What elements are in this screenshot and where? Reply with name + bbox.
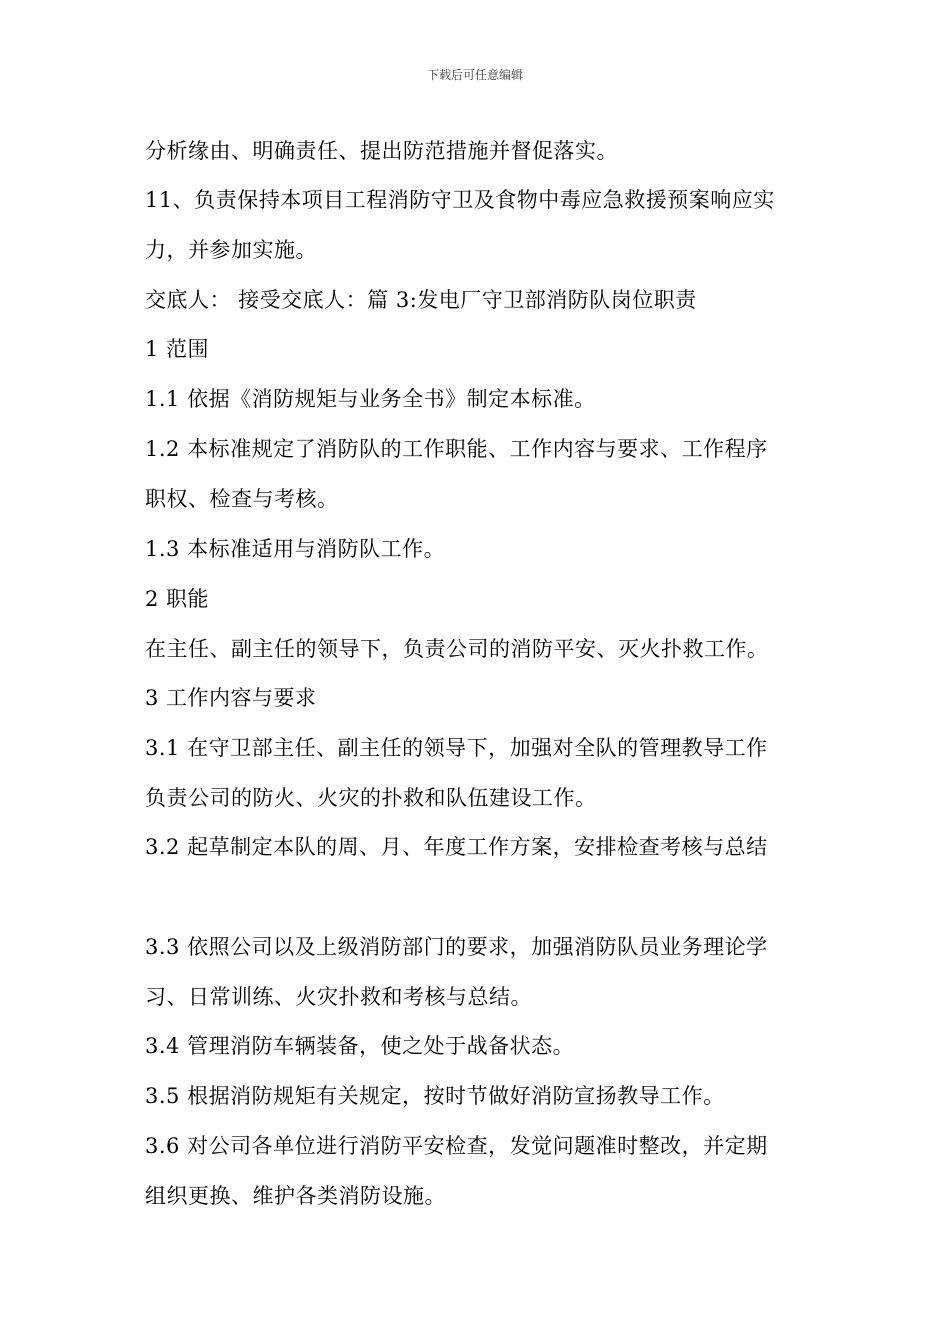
paragraph-line: 3.4 管理消防车辆装备，使之处于战备状态。: [145, 1034, 575, 1058]
paragraph-line: 1.2 本标准规定了消防队的工作职能、工作内容与要求、工作程序: [145, 437, 768, 461]
paragraph-line: 11、负责保持本项目工程消防守卫及食物中毒应急救援预案响应实: [145, 188, 775, 212]
paragraph-line: 交底人： 接受交底人：篇 3:发电厂守卫部消防队岗位职责: [145, 288, 697, 312]
paragraph-line: 3.5 根据消防规矩有关规定，按时节做好消防宣扬教导工作。: [145, 1084, 725, 1108]
section-heading: 3 工作内容与要求: [145, 686, 317, 710]
paragraph-line: 习、日常训练、火灾扑救和考核与总结。: [145, 985, 532, 1009]
paragraph-line: 分析缘由、明确责任、提出防范措施并督促落实。: [145, 139, 618, 163]
section-heading: 1 范围: [145, 337, 210, 361]
paragraph-line: 3.3 依照公司以及上级消防部门的要求，加强消防队员业务理论学: [145, 935, 768, 959]
paragraph-line: 职权、检查与考核。: [145, 487, 339, 511]
paragraph-line: 3.2 起草制定本队的周、月、年度工作方案，安排检查考核与总结: [145, 835, 768, 859]
paragraph-line: 组织更换、维护各类消防设施。: [145, 1184, 446, 1208]
paragraph-line: 1.1 依据《消防规矩与业务全书》制定本标准。: [145, 387, 596, 411]
paragraph-line: 1.3 本标准适用与消防队工作。: [145, 537, 446, 561]
section-heading: 2 职能: [145, 587, 210, 611]
paragraph-line: 3.6 对公司各单位进行消防平安检查，发觉问题准时整改，并定期: [145, 1134, 768, 1158]
paragraph-line: 3.1 在守卫部主任、副主任的领导下，加强对全队的管理教导工作: [145, 736, 768, 760]
page-header: 下载后可任意编辑: [426, 68, 523, 82]
paragraph-line: 负责公司的防火、火灾的扑救和队伍建设工作。: [145, 786, 597, 810]
paragraph-line: 力，并参加实施。: [145, 238, 317, 262]
paragraph-line: 在主任、副主任的领导下，负责公司的消防平安、灭火扑救工作。: [145, 637, 769, 661]
